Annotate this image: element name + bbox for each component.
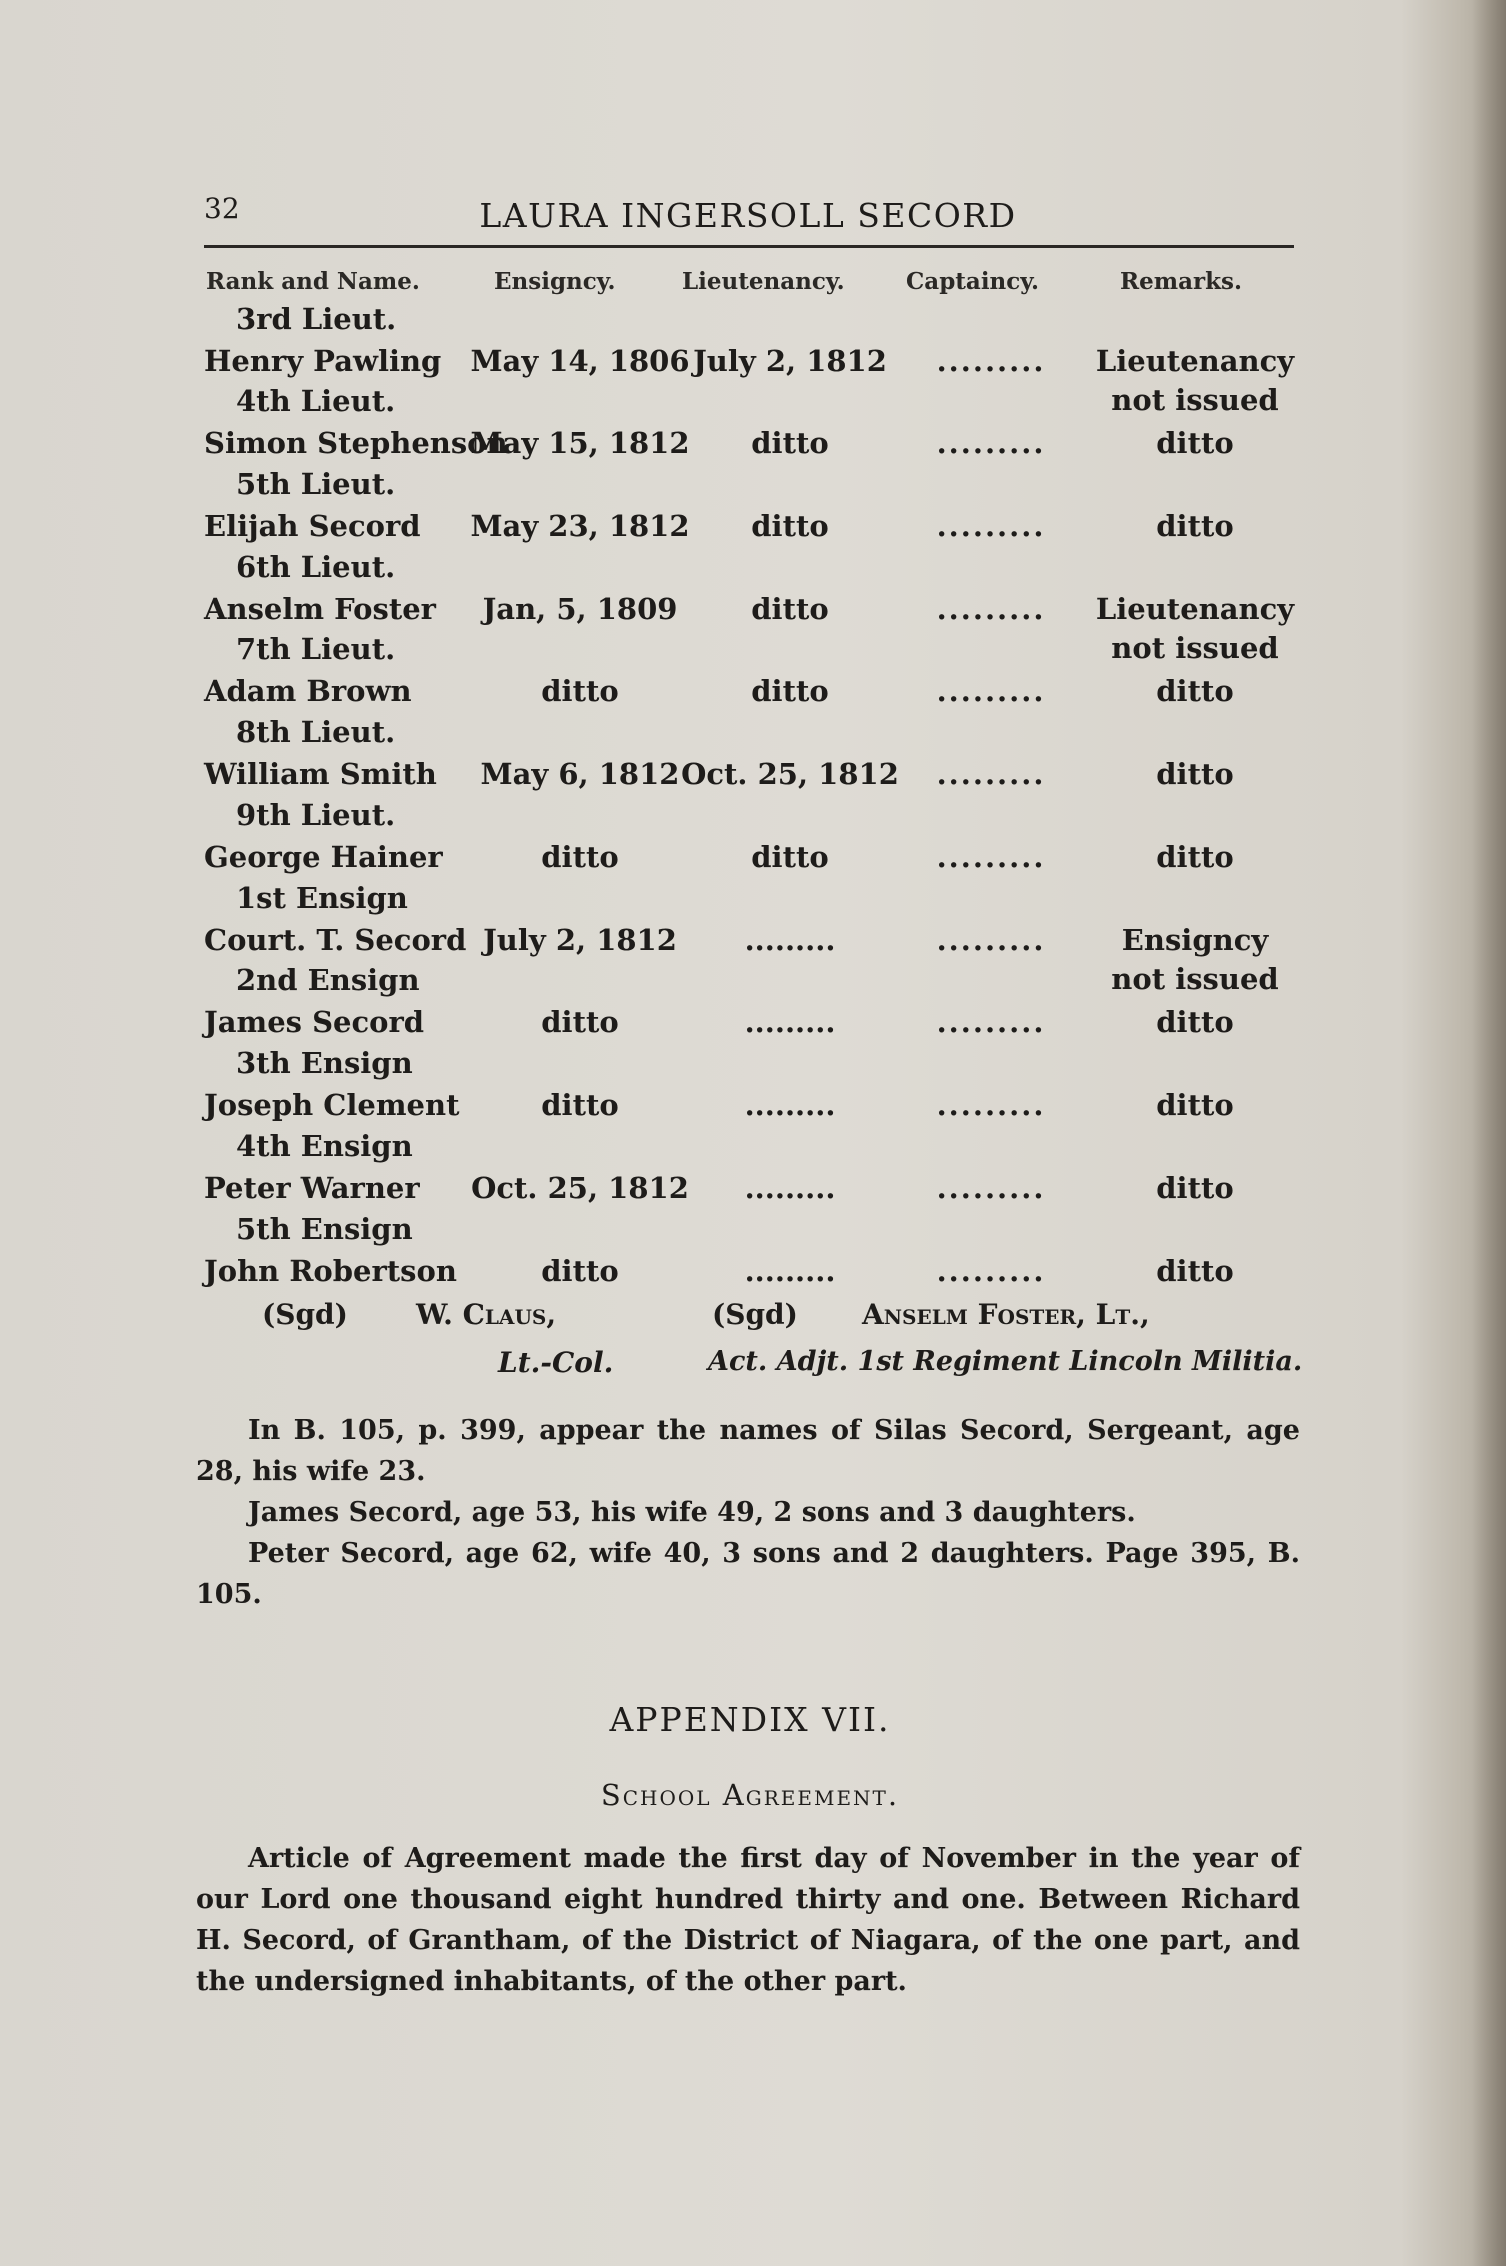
ensigncy-date: Oct. 25, 1812 [471, 1171, 689, 1205]
census-note-peter: Peter Secord, age 62, wife 40, 3 sons and 2 daughters. Page 395, B. 105. [196, 1538, 1300, 1610]
ensigncy-date: Jan, 5, 1809 [482, 592, 678, 626]
table-row [200, 1005, 1300, 1046]
rank-label: 4th Ensign [236, 1129, 413, 1163]
table-row [200, 1171, 1300, 1212]
signer-claus: W. Claus, [416, 1298, 557, 1331]
table-row [200, 592, 1300, 633]
officer-name: Anselm Foster [204, 592, 436, 626]
rank-label-row [200, 881, 1300, 923]
captaincy-date: ......... [936, 344, 1046, 378]
signer-foster-title: Act. Adjt. 1st Regiment Lincoln Militia. [708, 1346, 1303, 1377]
commission-table [200, 262, 1300, 1295]
table-row [200, 344, 1300, 385]
rank-label-row [200, 798, 1300, 840]
captaincy-date: ......... [936, 840, 1046, 874]
captaincy-date: ......... [936, 1088, 1046, 1122]
header-rank-name: Rank and Name. [206, 268, 420, 295]
ensigncy-date: July 2, 1812 [483, 923, 677, 957]
captaincy-date: ......... [936, 674, 1046, 708]
rank-label-row [200, 1212, 1300, 1254]
table-row [200, 674, 1300, 715]
ensigncy-date: May 15, 1812 [470, 426, 690, 460]
ensigncy-date: ditto [541, 1254, 619, 1288]
lieutenancy-date: ......... [744, 1254, 836, 1288]
remarks-continuation: not issued [1111, 962, 1279, 996]
sgd-left: (Sgd) [262, 1298, 348, 1331]
header-captaincy: Captaincy. [906, 268, 1040, 295]
officer-name: Court. T. Secord [204, 923, 467, 957]
table-row [200, 1254, 1300, 1295]
census-note-silas: In B. 105, p. 399, appear the names of Silas Secord, Sergeant, age 28, his wife 23. [196, 1415, 1300, 1487]
lieutenancy-date: ......... [744, 923, 836, 957]
agreement-paragraph: Article of Agreement made the first day of November in the year of our Lord one thousand eight hundred thirty and one. Between Richard H. Secord, of Grantham, of the District of Niagara, of the one part, and the undersigned inhabitants, of the other part. [196, 1843, 1300, 1997]
remarks: ditto [1156, 1254, 1234, 1288]
appendix-subtitle: School Agreement. [600, 1778, 900, 1812]
officer-name: Elijah Secord [204, 509, 421, 543]
officer-name: George Hainer [204, 840, 443, 874]
lieutenancy-date: ......... [744, 1088, 836, 1122]
captaincy-date: ......... [936, 757, 1046, 791]
rank-label-row [200, 715, 1300, 757]
rank-label-row [200, 467, 1300, 509]
remarks: ditto [1156, 840, 1234, 874]
agreement-text [196, 1838, 1300, 2002]
lieutenancy-date: ditto [751, 509, 829, 543]
officer-name: William Smith [204, 757, 437, 791]
table-body [200, 302, 1300, 1295]
rank-label-row [200, 963, 1300, 1005]
remarks: ditto [1156, 1088, 1234, 1122]
signer-claus-title: Lt.-Col. [498, 1346, 614, 1379]
census-note-james: James Secord, age 53, his wife 49, 2 sons and 3 daughters. [248, 1497, 1136, 1528]
table-row [200, 923, 1300, 964]
rank-label-row [200, 302, 1300, 344]
remarks-continuation: not issued [1111, 383, 1279, 417]
header-remarks: Remarks. [1120, 268, 1242, 295]
ensigncy-date: ditto [541, 674, 619, 708]
lieutenancy-date: ......... [744, 1005, 836, 1039]
remarks: ditto [1156, 426, 1234, 460]
remarks: ditto [1156, 674, 1234, 708]
rank-label-row [200, 632, 1300, 674]
remarks: ditto [1156, 1005, 1234, 1039]
captaincy-date: ......... [936, 1005, 1046, 1039]
ensigncy-date: ditto [541, 1088, 619, 1122]
officer-name: Simon Stephenson [204, 426, 508, 460]
ensigncy-date: ditto [541, 1005, 619, 1039]
rank-label: 1st Ensign [236, 881, 408, 915]
header-rule [204, 245, 1294, 248]
signature-block [200, 1298, 1303, 1388]
captaincy-date: ......... [936, 509, 1046, 543]
officer-name: Joseph Clement [204, 1088, 460, 1122]
officer-name: Henry Pawling [204, 344, 442, 378]
table-row [200, 426, 1300, 467]
officer-name: Peter Warner [204, 1171, 420, 1205]
lieutenancy-date: July 2, 1812 [693, 344, 887, 378]
officer-name: James Secord [204, 1005, 425, 1039]
captaincy-date: ......... [936, 1171, 1046, 1205]
rank-label: 3rd Lieut. [236, 302, 397, 336]
rank-label-row [200, 1046, 1300, 1088]
ensigncy-date: May 6, 1812 [480, 757, 680, 791]
sgd-right: (Sgd) [712, 1298, 798, 1331]
rank-label: 4th Lieut. [236, 384, 396, 418]
lieutenancy-date: ditto [751, 426, 829, 460]
header-ensigncy: Ensigncy. [494, 268, 616, 295]
rank-label-row [200, 550, 1300, 592]
captaincy-date: ......... [936, 426, 1046, 460]
captaincy-date: ......... [936, 1254, 1046, 1288]
census-notes [196, 1410, 1300, 1615]
lieutenancy-date: ......... [744, 1171, 836, 1205]
officer-name: Adam Brown [204, 674, 412, 708]
ensigncy-date: ditto [541, 840, 619, 874]
page-edge-shadow [1472, 0, 1506, 2266]
appendix-title: APPENDIX VII. [609, 1700, 891, 1739]
officer-name: John Robertson [204, 1254, 457, 1288]
header-lieutenancy: Lieutenancy. [682, 268, 845, 295]
lieutenancy-date: ditto [751, 592, 829, 626]
rank-label: 3th Ensign [236, 1046, 413, 1080]
table-row [200, 509, 1300, 550]
table-row [200, 1088, 1300, 1129]
rank-label: 2nd Ensign [236, 963, 420, 997]
rank-label: 6th Lieut. [236, 550, 396, 584]
rank-label-row [200, 1129, 1300, 1171]
remarks: ditto [1156, 509, 1234, 543]
rank-label-row [200, 384, 1300, 426]
remarks: ditto [1156, 1171, 1234, 1205]
rank-label: 5th Ensign [236, 1212, 413, 1246]
remarks-continuation: not issued [1111, 631, 1279, 665]
captaincy-date: ......... [936, 923, 1046, 957]
remarks: Ensigncy [1121, 923, 1269, 957]
rank-label: 9th Lieut. [236, 798, 396, 832]
remarks: Lieutenancy [1095, 592, 1295, 626]
page-number: 32 [204, 192, 240, 225]
running-title: LAURA INGERSOLL SECORD [479, 196, 1017, 235]
captaincy-date: ......... [936, 592, 1046, 626]
table-row [200, 840, 1300, 881]
table-row [200, 757, 1300, 798]
remarks: Lieutenancy [1095, 344, 1295, 378]
rank-label: 8th Lieut. [236, 715, 396, 749]
table-header [200, 262, 1300, 302]
signer-foster: Anselm Foster, Lt., [862, 1298, 1150, 1331]
ensigncy-date: May 14, 1806 [470, 344, 690, 378]
lieutenancy-date: Oct. 25, 1812 [681, 757, 899, 791]
rank-label: 7th Lieut. [236, 632, 396, 666]
remarks: ditto [1156, 757, 1234, 791]
ensigncy-date: May 23, 1812 [470, 509, 690, 543]
rank-label: 5th Lieut. [236, 467, 396, 501]
lieutenancy-date: ditto [751, 840, 829, 874]
lieutenancy-date: ditto [751, 674, 829, 708]
running-head [204, 192, 1292, 242]
